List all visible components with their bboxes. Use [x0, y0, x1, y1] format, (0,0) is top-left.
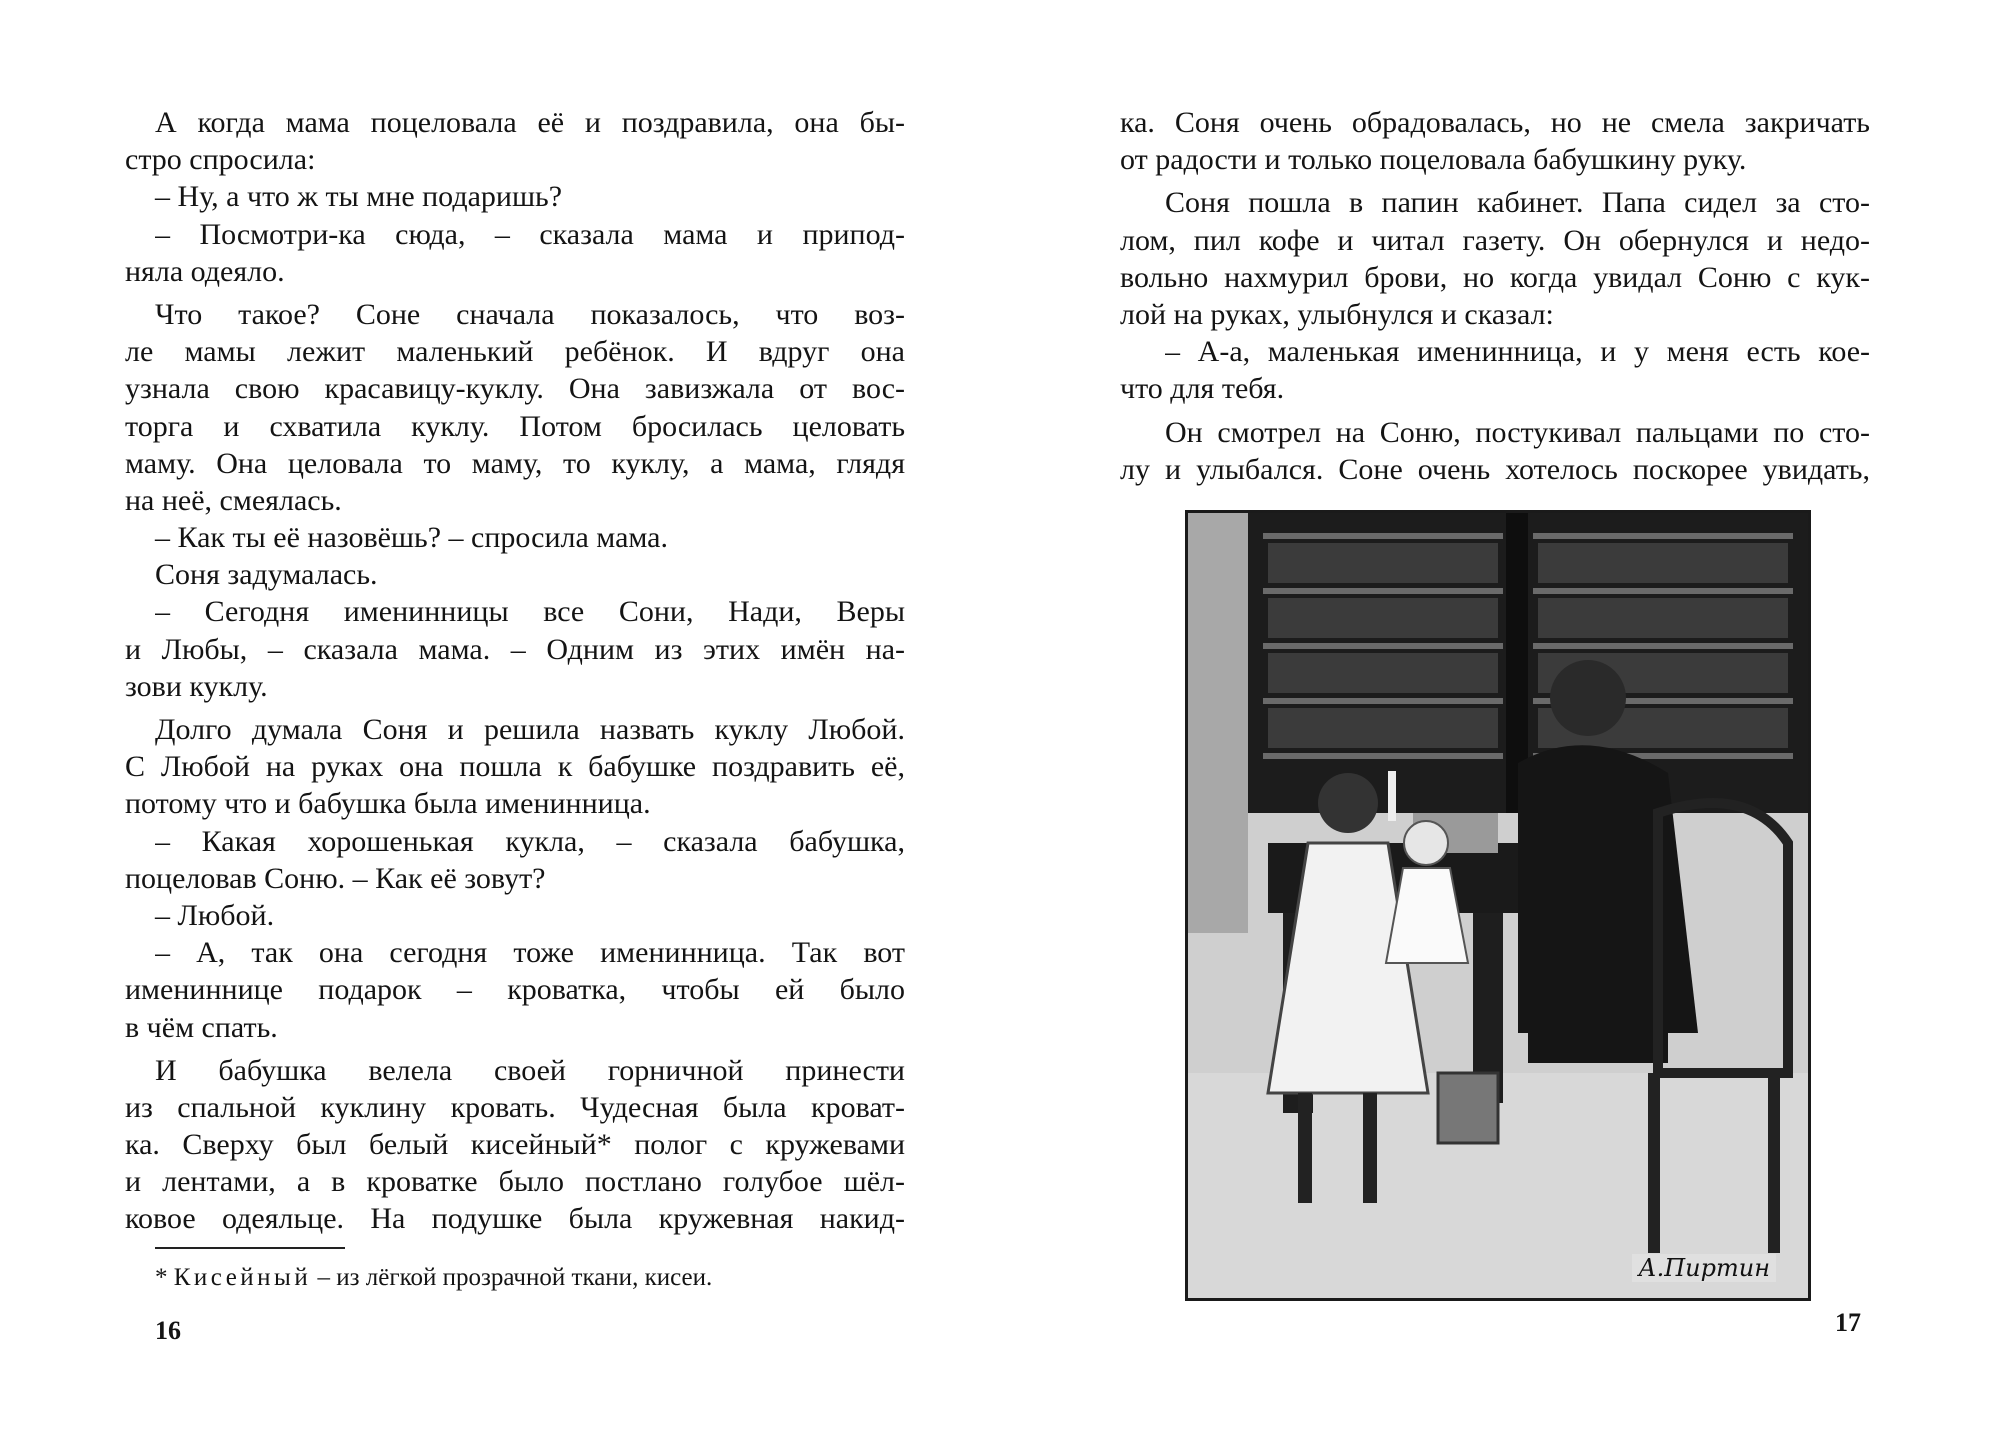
right-page-text: [1120, 104, 1870, 488]
text-line: лой на руках, улыбнулся и сказал:: [1120, 297, 1554, 331]
text-line: – Сегодня именинницы все Сони, Нади, Веры: [155, 595, 905, 629]
text-line: вольно нахмурил брови, но когда увидал Соню с кук-: [1120, 260, 1870, 294]
right-page: [1000, 0, 2000, 1440]
text-line: лом, пил кофе и читал газету. Он обернулся и недо-: [1120, 223, 1870, 257]
text-line: ка. Соня очень обрадовалась, но не смела закричать: [1120, 106, 1870, 139]
illustration: [1185, 510, 1811, 1301]
text-line: стро спросила:: [125, 143, 316, 177]
page-number-left: 16: [155, 1316, 181, 1345]
text-line: ка. Сверху был белый кисейный* полог с кружевами: [125, 1128, 905, 1162]
text-line: Соня задумалась.: [155, 558, 378, 592]
text-line: торга и схватила куклу. Потом бросилась целовать: [125, 409, 905, 443]
footnote-divider: [155, 1247, 345, 1249]
study-scene-illustration: [1188, 513, 1808, 1298]
text-line: Что такое? Соне сначала показалось, что воз-: [155, 297, 905, 331]
text-line: зови куклу.: [125, 669, 268, 703]
text-line: ле мамы лежит маленький ребёнок. И вдруг она: [125, 335, 905, 369]
text-line: поцеловав Соню. – Как её зовут?: [125, 861, 546, 895]
text-line: – Какая хорошенькая кукла, – сказала бабушка,: [155, 824, 905, 858]
text-line: лу и улыбался. Соне очень хотелось поскорее увидать,: [1120, 452, 1870, 486]
text-line: – Посмотри-ка сюда, – сказала мама и припод-: [155, 217, 905, 251]
text-line: маму. Она целовала то маму, то куклу, а мама, глядя: [125, 446, 905, 480]
text-line: няла одеяло.: [125, 254, 285, 288]
text-line: ковое одеяльце. На подушке была кружевная накид-: [125, 1202, 905, 1236]
footnote-term: Кисейный: [173, 1264, 312, 1291]
text-line: что для тебя.: [1120, 372, 1285, 406]
footnote-text: – из лёгкой прозрачной ткани, кисеи.: [317, 1264, 713, 1291]
text-line: И бабушка велела своей горничной принести: [155, 1053, 905, 1087]
text-line: А когда мама поцеловала её и поздравила, она бы-: [155, 106, 905, 139]
text-line: – Как ты её назовёшь? – спросила мама.: [155, 521, 668, 555]
text-line: и лентами, а в кроватке было постлано голубое шёл-: [125, 1165, 905, 1199]
text-line: – Ну, а что ж ты мне подаришь?: [155, 180, 563, 214]
text-line: Долго думала Соня и решила назвать куклу Любой.: [155, 713, 905, 746]
text-line: в чём спать.: [125, 1010, 278, 1044]
text-line: С Любой на руках она пошла к бабушке поздравить её,: [125, 750, 905, 784]
footnote: [155, 1262, 915, 1294]
text-line: узнала свою красавицу-куклу. Она завизжала от вос-: [125, 372, 905, 406]
text-line: – А-а, маленькая именинница, и у меня есть кое-: [1165, 335, 1870, 369]
page-number-right: 17: [1835, 1308, 1861, 1337]
footnote-star: *: [155, 1264, 168, 1291]
text-line: на неё, смеялась.: [125, 483, 342, 517]
text-line: имениннице подарок – кроватка, чтобы ей было: [125, 973, 905, 1007]
text-line: Он смотрел на Соню, постукивал пальцами по сто-: [1165, 415, 1870, 449]
text-line: Соня пошла в папин кабинет. Папа сидел за сто-: [1165, 186, 1870, 220]
illustration-signature: А.Пиртин: [1632, 1254, 1776, 1282]
text-line: – Любой.: [155, 898, 275, 932]
left-page-text: [125, 104, 905, 1238]
text-line: – А, так она сегодня тоже именинница. Так вот: [155, 936, 905, 970]
text-line: от радости и только поцеловала бабушкину руку.: [1120, 143, 1747, 177]
text-line: потому что и бабушка была именинница.: [125, 787, 651, 821]
text-line: из спальной куклину кровать. Чудесная была кроват-: [125, 1090, 905, 1124]
text-line: и Любы, – сказала мама. – Одним из этих имён на-: [125, 632, 905, 666]
